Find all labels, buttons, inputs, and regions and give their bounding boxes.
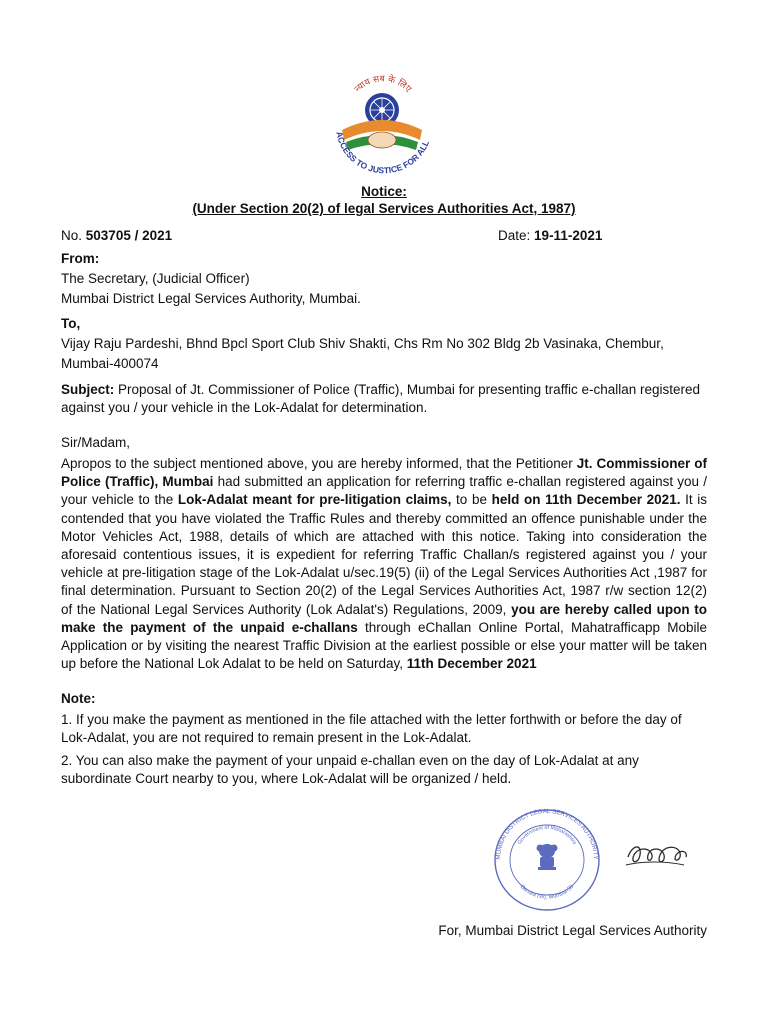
body-text-5: through eChallan Online Portal, Mahatrafficapp Mobile Application or by visiting the nearest Traffic Division at the earliest possible or else your matter will be taken up before the National Lok Adalat to be held on Saturday, [61,619,707,672]
body-text-4: It is contended that you have violated the Traffic Rules and thereby committed an offence punishable under the Motor Vehicles Act, 1988, details of which are attached with this notice. Taking into consideration the aforesaid contentious issues, it is expedient for referring Traffic Challan/s registered against you / your vehicle at pre-litigation stage of the Lok-Adalat u/sec.19(5) (ii) of the Legal Services Authorities Act ,1987 for final determination. Pursuant to Section 20(2) of the Legal Services Authorities Act, 1987 r/w section 12(2) of the National Legal Services Authority (Lok Adalat's) Regulations, 2009, [61,492,707,617]
svg-text:न्याय सब के लिए [353,73,413,95]
from-line-2: Mumbai District Legal Services Authority, Mumbai. [61,291,361,306]
to-line-1: Vijay Raju Pardeshi, Bhnd Bpcl Sport Club Shiv Shakti, Chs Rm No 302 Bldg 2b Vasinaka, Chembur, [61,336,664,351]
to-label: To, [61,316,81,331]
payment-instruction: you are hereby called upon to make the payment of the unpaid e-challans [61,601,708,635]
subject-paragraph [61,381,707,417]
reference-prefix: No. [61,228,83,243]
body-text-1: Apropos to the subject mentioned above, you are hereby informed, that the Petitioner [61,456,577,471]
reference-number [61,228,172,243]
lok-adalat-claims: Lok-Adalat meant for pre-litigation claims, [177,492,452,508]
authority-seal [486,805,608,915]
svg-text:Government of Maharashtra [517,825,578,846]
logo-motto-text: ACCESS TO JUSTICE FOR ALL [334,130,432,176]
emblem-icon [537,844,558,870]
date-label: Date: [498,228,531,243]
seal-bottom-text: Bandra (W), Mumbai-50 [518,883,576,901]
held-date: held on 11th December 2021. [491,492,681,508]
signoff: For, Mumbai District Legal Services Authority [438,923,707,938]
note-item-2: 2. You can also make the payment of your unpaid e-challan even on the day of Lok-Adalat at any subordinate Court nearby to you, where Lok-Adalat will be organized / held. [61,753,639,787]
signature [622,833,694,875]
seal-outer-text: MUMBAI DISTRICT LEGAL SERVICES AUTHORITY [494,807,600,860]
body-text-2: had submitted an application for referring traffic e-challan registered against you / your vehicle to the [61,474,707,508]
notice-date [498,228,602,243]
notice-title: Notice: [361,184,407,199]
note-item-1: 1. If you make the payment as mentioned in the file attached with the letter forthwith or before the day of Lok-Adalat, you are not required to remain present in the Lok-Adalat. [61,712,682,746]
from-label: From: [61,251,100,266]
to-line-2: Mumbai-400074 [61,356,159,371]
subject-text: Proposal of Jt. Commissioner of Police (Traffic), Mumbai for presenting traffic e-challan registered against you / your vehicle in the Lok-Adalat for determination. [61,382,701,416]
reference-value: 503705 / 2021 [85,228,173,243]
petitioner-name: Jt. Commissioner of Police (Traffic), Mumbai [61,456,707,490]
adalat-date: 11th December 2021 [406,656,537,672]
notice-subtitle: (Under Section 20(2) of legal Services Authorities Act, 1987) [192,201,576,216]
legal-services-logo [322,70,444,182]
note-label: Note: [61,691,96,706]
svg-text:Bandra (W), Mumbai-50 [519,884,575,901]
date-value: 19-11-2021 [534,228,603,243]
subject-label: Subject: [61,382,115,397]
salutation: Sir/Madam, [61,435,131,450]
logo-hindi-text: न्याय सब के लिए [353,74,413,95]
from-line-1: The Secretary, (Judicial Officer) [61,271,250,286]
body-paragraph [61,455,707,673]
seal-inner-text: Government of Maharashtra [516,824,578,846]
body-text-3: to be [451,492,492,508]
